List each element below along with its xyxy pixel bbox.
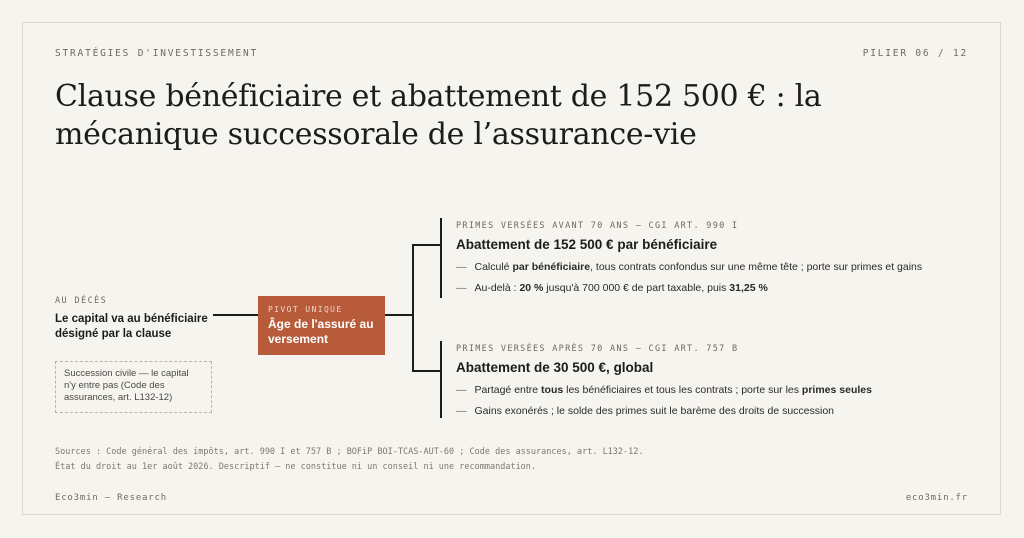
bullet-dash: — <box>456 405 467 417</box>
page-title: Clause bénéficiaire et abattement de 152 500 € : la mécanique successorale de l’assurance-vie <box>55 79 822 152</box>
bullet-dash: — <box>456 384 467 396</box>
connector-pivot-to-split <box>385 314 413 316</box>
bullet-emphasis: primes seules <box>801 384 872 396</box>
branch-title: Abattement de 152 500 € par bénéficiaire <box>456 237 718 252</box>
branch-before-70 <box>456 221 986 294</box>
pivot-node-label: PIVOT UNIQUE <box>268 305 343 314</box>
footnote-sources: Sources : Code général des impôts, art. 990 I et 757 B ; BOFiP BOI-TCAS-AUT-60 ; Code des assurances, art. L132-12. <box>55 447 644 457</box>
pillar-counter: PILIER 06 / 12 <box>862 48 968 59</box>
branch-label: PRIMES VERSÉES APRÈS 70 ANS — CGI ART. 757 B <box>456 344 739 354</box>
section-eyebrow: STRATÉGIES D'INVESTISSEMENT <box>55 48 259 59</box>
bullet-emphasis: 20 % <box>519 282 544 294</box>
source-node-text: Le capital va au bénéficiaire désigné par la clause <box>55 313 208 340</box>
sources-footnote <box>55 445 644 474</box>
branch-bullet <box>456 384 986 396</box>
branch-after-70 <box>456 344 986 417</box>
bullet-dash: — <box>456 261 467 273</box>
civil-succession-note: Succession civile — le capital n'y entre pas (Code des assurances, art. L132-12) <box>55 361 212 413</box>
bullet-text: les bénéficiaires et tous les contrats ; porte sur les <box>563 384 802 396</box>
bullet-emphasis: 31,25 % <box>729 282 768 294</box>
branch-bullet <box>456 261 986 273</box>
bullet-text: Calculé <box>474 261 513 273</box>
pivot-node-text: Âge de l'assuré au versement <box>268 317 374 346</box>
branch-bullet <box>456 282 986 294</box>
connector-source-to-pivot <box>213 314 258 316</box>
bullet-emphasis: tous <box>541 384 564 396</box>
bullet-text: Gains exonérés ; le solde des primes suit le barème des droits de succession <box>474 405 835 417</box>
footer-url: eco3min.fr <box>905 493 968 503</box>
footnote-disclaimer: État du droit au 1er août 2026. Descriptif — ne constitue ni un conseil ni une recommandation. <box>55 461 537 472</box>
branch-bullet <box>456 405 986 417</box>
bullet-emphasis: par bénéficiaire <box>512 261 591 273</box>
branch-label: PRIMES VERSÉES AVANT 70 ANS — CGI ART. 990 I <box>456 221 739 231</box>
bullet-text: , tous contrats confondus sur une même tête ; porte sur primes et gains <box>590 261 923 273</box>
branch-1-bracket <box>440 218 442 298</box>
bullet-text: Au-delà : <box>474 282 520 294</box>
connector-split-vertical <box>412 244 414 371</box>
pivot-node <box>258 296 385 355</box>
bullet-dash: — <box>456 282 467 294</box>
connector-to-branch-1 <box>412 244 441 246</box>
bullet-text: jusqu'à 700 000 € de part taxable, puis <box>543 282 730 294</box>
source-node-label: AU DÉCÈS <box>55 296 108 306</box>
bullet-text: Partagé entre <box>474 384 542 396</box>
branch-title: Abattement de 30 500 €, global <box>456 360 654 375</box>
connector-to-branch-2 <box>412 370 441 372</box>
footer-brand: Eco3min — Research <box>55 493 167 503</box>
branch-2-bracket <box>440 341 442 418</box>
